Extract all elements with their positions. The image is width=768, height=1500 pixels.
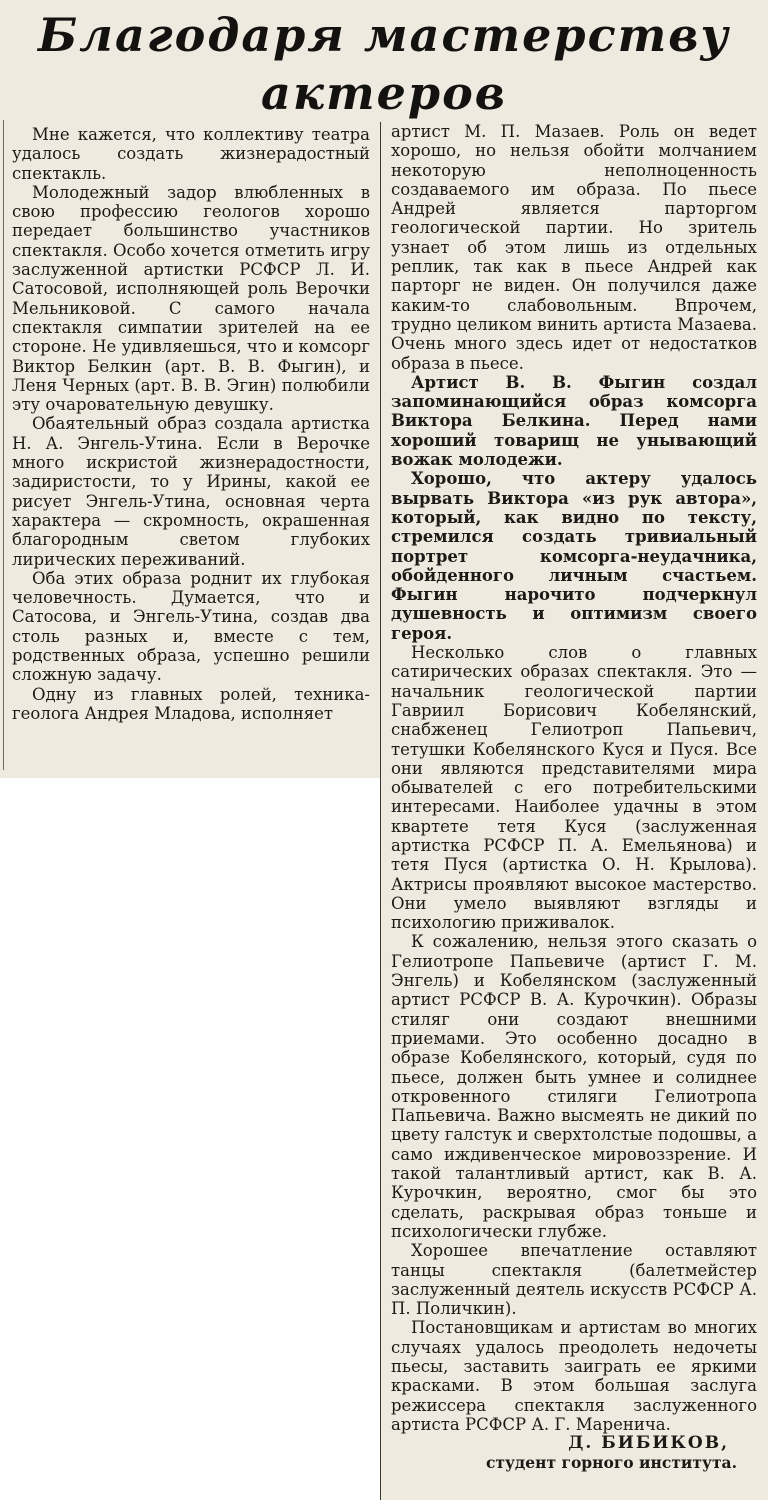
headline-line: актеров	[261, 66, 507, 120]
author-role: студент горного института.	[485, 1453, 737, 1473]
headline-line: Благодаря мастерству	[38, 8, 730, 62]
paragraph: Молодежный задор влюбленных в свою профессию геологов хорошо передает большинство участников спектакля. Особо хочется отметить игру заслуженной артистки РСФСР Л. И. Сатосовой, исполняющей роль Верочки Мельниковой. С самого начала спектакля симпатии зрителей на ее стороне. Не удивляешься, что и комсорг Виктор Белкин (арт. В. В. Фыгин), и Леня Черных (арт. В. В. Эгин) полюбили эту очаровательную девушку.	[12, 182, 370, 415]
paragraph: Мне кажется, что коллективу театра удалось создать жизнерадостный спектакль.	[12, 125, 370, 183]
paragraph: артист М. П. Мазаев. Роль он ведет хорошо, но нельзя обойти молчанием некоторую неполноценность создаваемого им образа. По пьесе Андрей является парторгом геологической партии. Но зритель узнает об этом лишь из отдельных реплик, так как в пьесе Андрей как парторг не виден. Он получился даже каким-то слабовольным. Впрочем, трудно целиком винить артиста Мазаева. Очень много здесь идет от недостатков образа в пьесе.	[391, 122, 757, 373]
paragraph: Хорошее впечатление оставляют танцы спектакля (балетмейстер заслуженный деятель искусств РСФСР А. П. Поличкин).	[391, 1241, 757, 1319]
paragraph: Несколько слов о главных сатирических образах спектакля. Это — начальник геологической партии Гавриил Борисович Кобелянский, снабженец Гелиотроп Папьевич, тетушки Кобелянского Куся и Пуся. Все они являются представителями мира обывателей с его потребительскими интересами. Наиболее удачны в этом квартете тетя Куся (заслуженная артистка РСФСР П. А. Емельянова) и тетя Пуся (артистка О. Н. Крылова). Актрисы проявляют высокое мастерство. Они умело выявляют взгляды и психологию приживалок.	[391, 643, 757, 933]
article-column-right	[391, 122, 757, 1473]
paragraph: Постановщикам и артистам во многих случаях удалось преодолеть недочеты пьесы, заставить заиграть ее яркими красками. В этом большая заслуга режиссера спектакля заслуженного артиста РСФСР А. Г. Маренича.	[391, 1318, 757, 1434]
paragraph: К сожалению, нельзя этого сказать о Гелиотропе Папьевиче (артист Г. М. Энгель) и Кобелянском (заслуженный артист РСФСР В. А. Курочкин). Образы стиляг они создают внешними приемами. Это особенно досадно в образе Кобелянского, который, судя по пьесе, должен быть умнее и солиднее откровенного стиляги Гелиотропа Папьевича. Важно высмеять не дикий по цвету галстук и сверхтолстые подошвы, а само иждивенческое мировоззрение. И такой талантливый артист, как В. А. Курочкин, вероятно, смог бы это сделать, раскрывая образ тоньше и психологически глубже.	[391, 932, 757, 1241]
article-column-left	[12, 125, 370, 723]
paragraph: Хорошо, что актеру удалось вырвать Виктора «из рук автора», который, как видно по тексту, стремился создать тривиальный портрет комсорга-неудачника, обойденного личным счастьем. Фыгин нарочито подчеркнул душевность и оптимизм своего героя.	[391, 469, 757, 643]
author-name: Д. БИБИКОВ,	[568, 1433, 729, 1454]
clipping-edge-line	[3, 120, 4, 770]
paragraph: Оба этих образа роднит их глубокая человечность. Думается, что и Сатосова, и Энгель-Утина, создав два столь разных и, вместе с тем, родственных образа, успешно решили сложную задачу.	[12, 568, 370, 685]
article-headline	[0, 6, 768, 122]
column-divider	[380, 122, 381, 1500]
paragraph: Обаятельный образ создала артистка Н. А. Энгель-Утина. Если в Верочке много искристой жизнерадостности, задиристости, то у Ирины, какой ее рисует Энгель-Утина, основная черта характера — скромность, окрашенная благородным светом глубоких лирических переживаний.	[12, 414, 370, 569]
paragraph: Одну из главных ролей, техника-геолога Андрея Младова, исполняет	[12, 684, 370, 723]
paragraph: Артист В. В. Фыгин создал запоминающийся образ комсорга Виктора Белкина. Перед нами хороший товарищ не унывающий вожак молодежи.	[391, 372, 757, 470]
